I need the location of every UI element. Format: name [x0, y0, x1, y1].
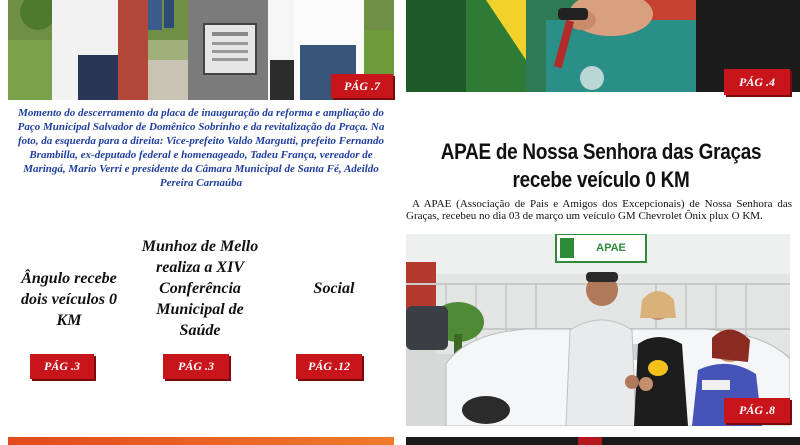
page-12-badge[interactable]	[296, 354, 362, 379]
page-3-label-munhoz: PÁG .3	[178, 359, 214, 373]
page-8-label: PÁG .8	[739, 403, 775, 417]
page-4-badge[interactable]	[724, 69, 790, 95]
photo-caption: Momento do descerramento da placa de inauguração da reforma e ampliação do Paço Municipal Salvador de Domênico Sobrinho e da revitalização da Praça. Na foto, da esquerda para a direita: Vice-prefeito Valdo Margutti, prefeito Fernando Brambilla, ex-deputado federal e homenageado, Tadeu França, vereador de Maringá, Mario Verri e presidente da Câmara Municipal de Santa Fé, Adeildo Pereira Carnaúba	[17, 107, 385, 189]
page-3-label-angulo: PÁG .3	[44, 359, 80, 373]
teaser-social-title: Social	[313, 280, 355, 297]
teaser-munhoz-title: Munhoz de Mello realiza a XIV Conferência Municipal de Saúde	[141, 238, 259, 339]
page-3-badge-angulo[interactable]	[30, 354, 94, 379]
page-7-badge[interactable]	[331, 74, 393, 98]
page-8-badge[interactable]	[724, 398, 790, 423]
apae-body: A APAE (Associação de Pais e Amigos dos Excepcionais) de Nossa Senhora das Graças, recebeu no dia 03 de março um veículo GM Chevrolet Ônix plux O KM.	[406, 198, 792, 222]
bottom-dark-strip-accent	[578, 437, 602, 445]
apae-headline: APAE de Nossa Senhora das Graças recebe veículo 0 KM	[440, 139, 762, 192]
bottom-dark-strip	[406, 437, 800, 445]
teaser-angulo-title: Ângulo recebe dois veículos 0 KM	[21, 270, 117, 329]
page-3-badge-munhoz[interactable]	[163, 354, 229, 379]
page-7-label: PÁG .7	[344, 78, 380, 93]
page-4-label: PÁG .4	[739, 74, 775, 89]
apae-sign-text: APAE	[596, 242, 626, 254]
page-12-label: PÁG .12	[308, 359, 350, 373]
bottom-orange-strip	[8, 437, 394, 445]
